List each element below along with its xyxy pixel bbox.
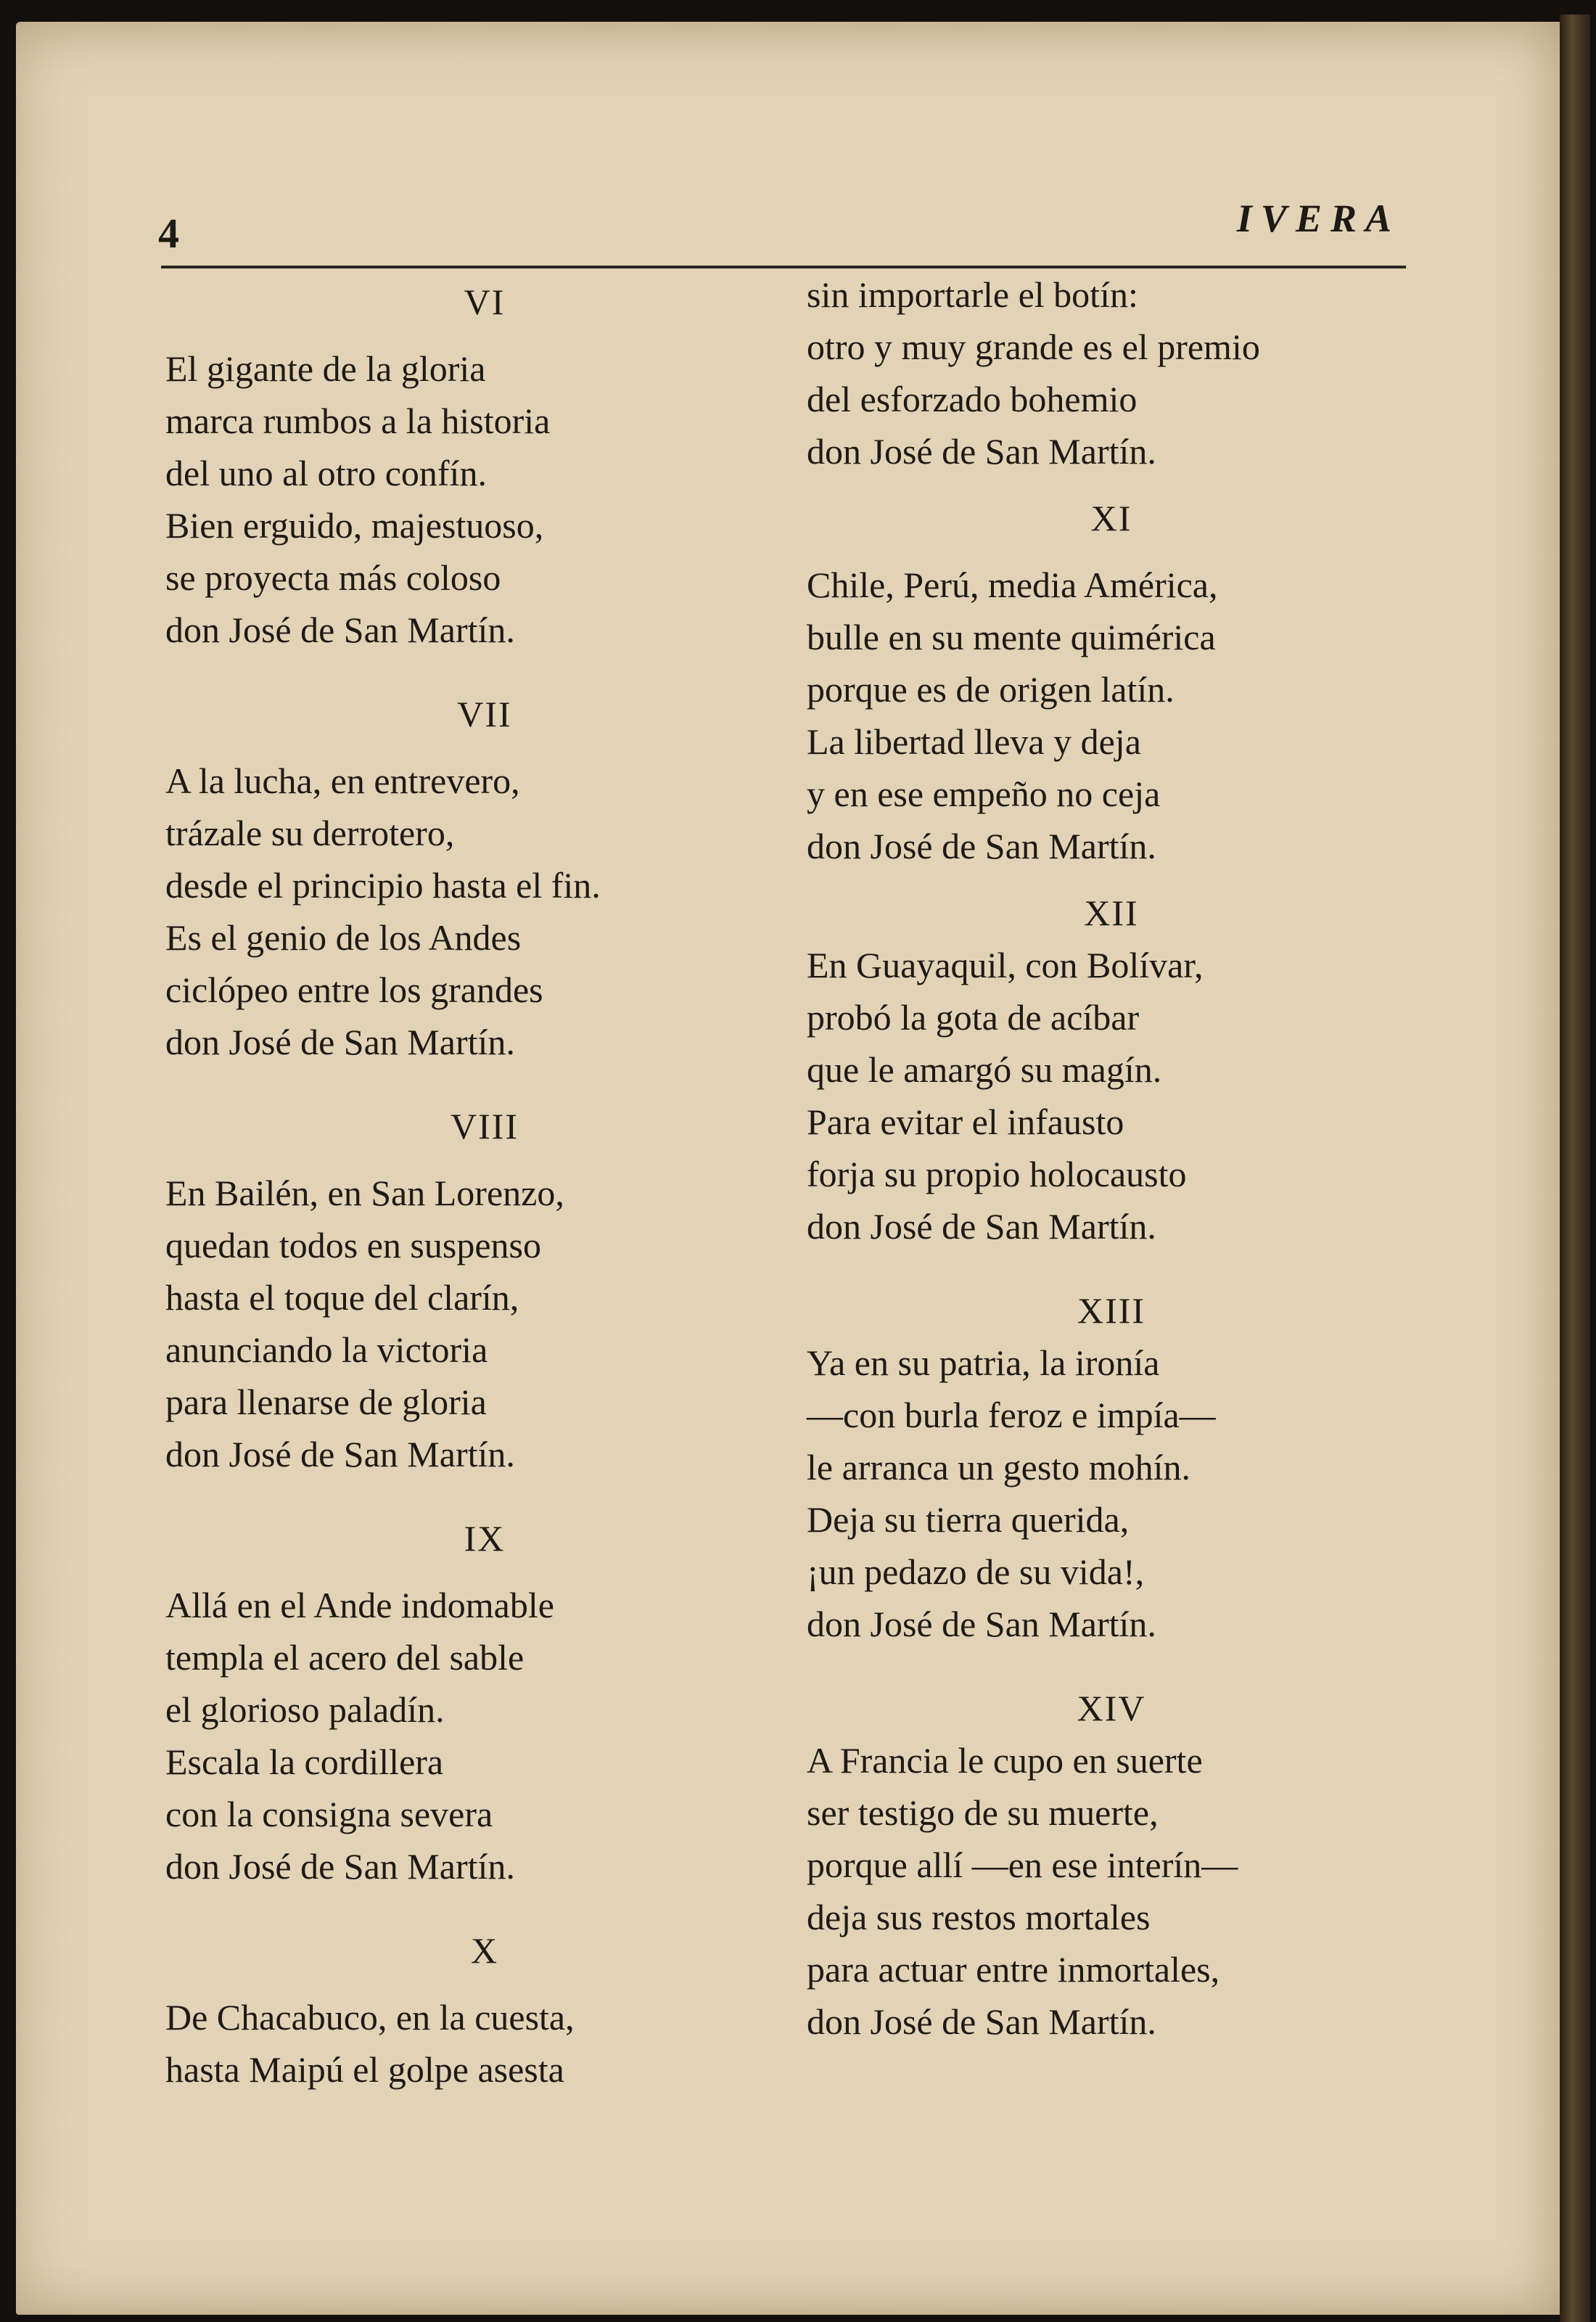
- verse-line: don José de San Martín.: [165, 610, 515, 650]
- stanza-numeral: VI: [464, 282, 506, 322]
- book-gutter: [1560, 15, 1590, 2322]
- verse-line: En Guayaquil, con Bolívar,: [807, 945, 1204, 985]
- stanza-numeral: XIV: [1077, 1688, 1146, 1728]
- stanza-vi: [165, 276, 804, 656]
- verse-line: ser testigo de su muerte,: [807, 1792, 1159, 1833]
- verse-line: Chile, Perú, media América,: [807, 565, 1218, 605]
- verse-line: A la lucha, en entrevero,: [165, 760, 520, 801]
- stanza-xiii: [807, 1284, 1416, 1650]
- verse-line: ¡un pedazo de su vida!,: [807, 1551, 1145, 1592]
- right-column: [807, 268, 1416, 2048]
- stanza-numeral: XI: [1090, 498, 1132, 538]
- stanza-numeral: XIII: [1077, 1290, 1146, 1331]
- verse-line: quedan todos en suspenso: [165, 1225, 541, 1265]
- verse-line: don José de San Martín.: [807, 1604, 1156, 1644]
- verse-line: De Chacabuco, en la cuesta,: [165, 1997, 575, 2038]
- verse-line: trázale su derrotero,: [165, 813, 455, 853]
- verse-line: don José de San Martín.: [807, 1206, 1156, 1247]
- verse-line: deja sus restos mortales: [807, 1897, 1151, 1937]
- verse-line: porque es de origen latín.: [807, 669, 1175, 710]
- stanza-ix: [165, 1512, 804, 1892]
- stanza-xi: [807, 492, 1416, 872]
- verse-line: bulle en su mente quimérica: [807, 617, 1216, 657]
- stanza-xii: [807, 887, 1416, 1252]
- verse-line: se proyecta más coloso: [165, 557, 501, 598]
- verse-line: ciclópeo entre los grandes: [165, 969, 543, 1010]
- stanza-numeral: IX: [464, 1518, 506, 1559]
- verse-line: marca rumbos a la historia: [165, 401, 551, 441]
- verse-line: anunciando la victoria: [165, 1329, 488, 1370]
- verse-line: con la consigna severa: [165, 1794, 493, 1834]
- verse-line: Escala la cordillera: [165, 1742, 444, 1782]
- stanza-numeral: VIII: [450, 1106, 519, 1146]
- verse-line: —con burla feroz e impía—: [807, 1395, 1216, 1435]
- verse-line: del esforzado bohemio: [807, 379, 1138, 419]
- stanza-numeral: VII: [457, 694, 512, 734]
- verse-line: forja su propio holocausto: [807, 1154, 1187, 1194]
- verse-line: sin importarle el botín:: [807, 274, 1138, 315]
- verse-line: Deja su tierra querida,: [807, 1499, 1130, 1540]
- verse-line: para llenarse de gloria: [165, 1382, 487, 1422]
- verse-line: Ya en su patria, la ironía: [807, 1342, 1160, 1383]
- verse-line: probó la gota de acíbar: [807, 997, 1140, 1038]
- left-column: [165, 276, 804, 2096]
- verse-line: otro y muy grande es el premio: [807, 327, 1260, 367]
- verse-line: Bien erguido, majestuoso,: [165, 505, 544, 546]
- running-title: IVERA: [1236, 197, 1400, 240]
- verse-line: hasta el toque del clarín,: [165, 1277, 519, 1318]
- verse-line: A Francia le cupo en suerte: [807, 1740, 1203, 1781]
- verse-line: don José de San Martín.: [807, 2001, 1156, 2042]
- verse-line: desde el principio hasta el fin.: [165, 865, 601, 906]
- stanza-xiv: [807, 1682, 1416, 2048]
- stanza-x-continued: [807, 268, 1416, 477]
- verse-line: Es el genio de los Andes: [165, 917, 522, 958]
- verse-line: don José de San Martín.: [165, 1022, 515, 1062]
- verse-line: Allá en el Ande indomable: [165, 1585, 554, 1625]
- page-number: 4: [158, 210, 179, 257]
- stanza-numeral: X: [470, 1930, 499, 1971]
- verse-line: le arranca un gesto mohín.: [807, 1447, 1190, 1488]
- verse-line: para actuar entre inmortales,: [807, 1949, 1220, 1990]
- verse-line: porque allí —en ese interín—: [807, 1845, 1238, 1885]
- stanza-x: [165, 1924, 804, 2096]
- verse-line: don José de San Martín.: [807, 826, 1156, 866]
- verse-line: El gigante de la gloria: [165, 348, 486, 389]
- verse-line: La libertad lleva y deja: [807, 721, 1141, 762]
- verse-line: don José de San Martín.: [165, 1434, 515, 1474]
- verse-line: Para evitar el infausto: [807, 1101, 1124, 1142]
- verse-line: templa el acero del sable: [165, 1637, 525, 1678]
- verse-line: y en ese empeño no ceja: [807, 774, 1161, 814]
- verse-line: hasta Maipú el golpe asesta: [165, 2049, 564, 2090]
- verse-line: don José de San Martín.: [807, 431, 1156, 472]
- verse-line: don José de San Martín.: [165, 1846, 515, 1887]
- verse-line: el glorioso paladín.: [165, 1689, 445, 1730]
- verse-line: que le amargó su magín.: [807, 1049, 1162, 1090]
- stanza-vii: [165, 688, 804, 1068]
- stanza-numeral: XII: [1084, 893, 1139, 933]
- verse-line: En Bailén, en San Lorenzo,: [165, 1173, 564, 1213]
- running-head: [138, 189, 1415, 257]
- verse-line: del uno al otro confín.: [165, 453, 487, 493]
- stanza-viii: [165, 1100, 804, 1480]
